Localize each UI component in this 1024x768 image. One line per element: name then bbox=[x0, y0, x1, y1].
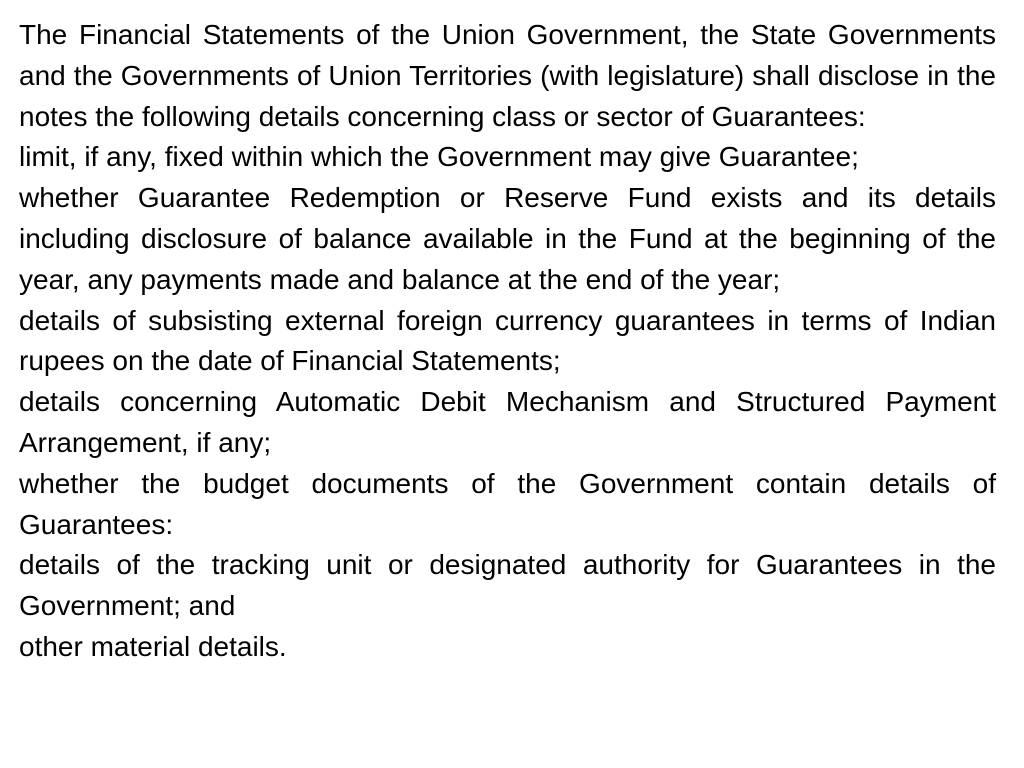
intro-paragraph: The Financial Statements of the Union Government, the State Governments and the Governments of Union Territories (with legislature) shall disclose in the notes the following details concerning class or sector of Guarantees: bbox=[19, 19, 996, 132]
detail-other-material: other material details. bbox=[19, 630, 287, 662]
detail-guarantee-limit: limit, if any, fixed within which the Government may give Guarantee; bbox=[19, 141, 859, 173]
detail-automatic-debit-mechanism: details concerning Automatic Debit Mechanism and Structured Payment Arrangement, if any; bbox=[19, 386, 996, 458]
detail-redemption-fund: whether Guarantee Redemption or Reserve Fund exists and its details including disclosure of balance available in the Fund at the beginning of the year, any payments made and balance at the end of the year; bbox=[19, 182, 996, 295]
detail-budget-documents: whether the budget documents of the Government contain details of Guarantees: bbox=[19, 467, 996, 540]
detail-tracking-unit: details of the tracking unit or designated authority for Guarantees in the Government; and bbox=[19, 549, 996, 622]
detail-foreign-currency-guarantees: details of subsisting external foreign currency guarantees in terms of Indian rupees on the date of Financial Statements; bbox=[19, 304, 996, 377]
